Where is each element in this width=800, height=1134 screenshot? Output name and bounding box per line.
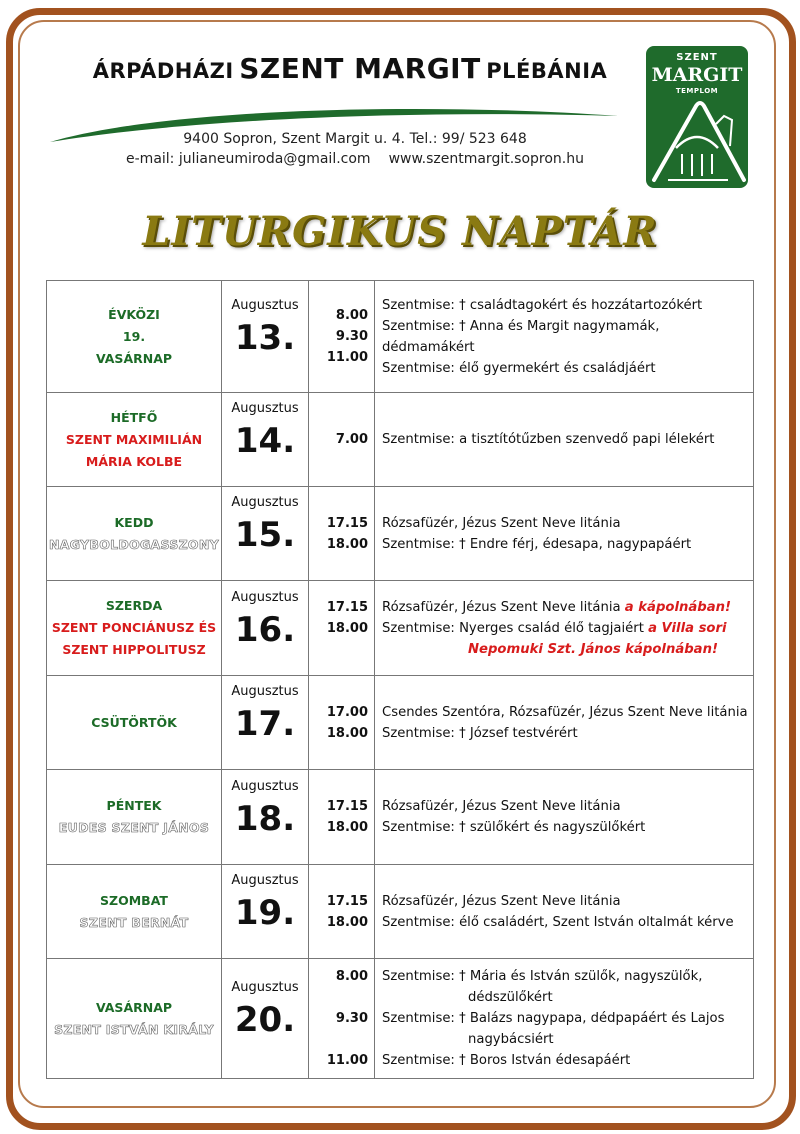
event-text: Szentmise: † családtagokért és hozzátartozókért — [382, 297, 703, 313]
day-cell — [47, 959, 222, 1079]
table-row — [47, 581, 754, 676]
page-heading: LITURGIKUS NAPTÁR — [142, 208, 658, 255]
event-text: Szentmise: † Endre férj, édesapa, nagypapáért — [382, 536, 692, 552]
event-text: Szentmise: élő gyermekért és családjáért — [382, 360, 656, 376]
date-cell — [222, 487, 309, 581]
event-text: Rózsafüzér, Jézus Szent Neve litánia — [382, 893, 621, 909]
saint-name: SZENT HIPPOLITUSZ — [62, 642, 206, 657]
parish-title — [70, 52, 630, 85]
events-cell — [375, 281, 754, 393]
liturgical-calendar-table — [46, 280, 754, 1079]
day-name: SZERDA — [105, 598, 163, 613]
day-cell — [47, 676, 222, 770]
time-label: 17.15 — [326, 599, 368, 615]
date-cell — [222, 770, 309, 865]
month-label: Augusztus — [231, 778, 299, 794]
saint-name: SZENT PONCIÁNUSZ ÉS — [51, 620, 217, 635]
time-label: 9.30 — [335, 329, 368, 344]
saint-name: SZENT MAXIMILIÁN — [65, 431, 203, 447]
table-row — [47, 676, 754, 770]
time-label: 7.00 — [335, 432, 368, 447]
saint-name: SZENT ISTVÁN KIRÁLY — [54, 1021, 214, 1037]
month-label: Augusztus — [231, 401, 299, 416]
date-number: 16. — [234, 609, 296, 650]
date-number: 13. — [234, 318, 296, 358]
event-location: a Villa sori — [648, 620, 727, 636]
date-number: 14. — [234, 421, 296, 461]
time-label: 8.00 — [335, 969, 368, 984]
day-cell — [47, 770, 222, 865]
day-name: ÉVKÖZI — [108, 306, 160, 322]
date-cell — [222, 393, 309, 487]
time-label: 18.00 — [326, 725, 368, 741]
table-row — [47, 865, 754, 959]
time-label: 17.15 — [326, 799, 368, 814]
day-cell — [47, 865, 222, 959]
date-number: 18. — [234, 798, 296, 839]
saint-name: MÁRIA KOLBE — [85, 453, 183, 469]
time-label: 8.00 — [335, 308, 368, 323]
event-text: Rózsafüzér, Jézus Szent Neve litánia — [382, 799, 621, 814]
month-label: Augusztus — [231, 873, 299, 888]
events-cell — [375, 581, 754, 676]
event-text: nagybácsiért — [468, 1032, 554, 1047]
day-name: VASÁRNAP — [95, 999, 173, 1015]
date-cell — [222, 281, 309, 393]
saint-name: EUDES SZENT JÁNOS — [58, 820, 210, 835]
time-label: 18.00 — [326, 820, 368, 835]
events-cell — [375, 865, 754, 959]
title-part1: ÁRPÁDHÁZI — [92, 59, 234, 83]
event-text: Rózsafüzér, Jézus Szent Neve litánia — [382, 599, 625, 615]
day-cell — [47, 487, 222, 581]
event-text: Szentmise: Nyerges család élő tagjaiért — [382, 620, 649, 636]
event-text: Szentmise: † szülőkért és nagyszülőkért — [382, 820, 646, 835]
website-text: www.szentmargit.sopron.hu — [388, 151, 584, 167]
event-text: Szentmise: † Anna és Margit nagymamák, dédmamákért — [382, 318, 660, 355]
times-cell — [309, 487, 375, 581]
day-name: KEDD — [114, 514, 154, 530]
time-label: 11.00 — [326, 1053, 368, 1068]
events-cell — [375, 393, 754, 487]
day-cell — [47, 281, 222, 393]
title-part3: PLÉBÁNIA — [486, 59, 608, 83]
date-number: 19. — [234, 893, 296, 933]
event-text: dédszülőkért — [468, 990, 553, 1005]
table-row — [47, 959, 754, 1079]
times-cell — [309, 581, 375, 676]
day-sub: 19. — [122, 328, 146, 344]
logo-line2: MARGIT — [651, 64, 743, 86]
day-cell — [47, 393, 222, 487]
times-cell — [309, 770, 375, 865]
times-cell — [309, 959, 375, 1079]
event-text: Szentmise: élő családért, Szent István oltalmát kérve — [382, 914, 734, 930]
address-line: 9400 Sopron, Szent Margit u. 4. Tel.: 99/ 523 648 — [183, 131, 527, 147]
month-label: Augusztus — [231, 298, 299, 313]
saint-name: SZENT BERNÁT — [79, 914, 189, 930]
time-label: 17.15 — [326, 893, 368, 909]
table-row — [47, 770, 754, 865]
table-row — [47, 281, 754, 393]
time-label: 9.30 — [335, 1011, 368, 1026]
date-number: 15. — [234, 515, 296, 555]
date-number: 20. — [234, 1000, 296, 1040]
contact-line — [60, 151, 650, 167]
event-location: Nepomuki Szt. János kápolnában! — [468, 641, 718, 657]
month-label: Augusztus — [231, 684, 299, 699]
feast-name: NAGYBOLDOGASSZONY — [49, 536, 219, 552]
times-cell — [309, 393, 375, 487]
event-text: Szentmise: † Balázs nagypapa, dédpapáért és Lajos — [382, 1011, 725, 1026]
time-label: 17.00 — [326, 704, 368, 720]
event-location: a kápolnában! — [624, 599, 732, 615]
date-cell — [222, 581, 309, 676]
church-icon — [646, 96, 748, 188]
event-text: Szentmise: † Boros István édesapáért — [382, 1053, 631, 1068]
time-label: 11.00 — [326, 350, 368, 365]
table-row — [47, 487, 754, 581]
event-text: Szentmise: † József testvérért — [382, 725, 578, 741]
month-label: Augusztus — [231, 495, 299, 510]
date-cell — [222, 676, 309, 770]
event-text: Csendes Szentóra, Rózsafüzér, Jézus Szent Neve litánia — [382, 704, 748, 720]
date-cell — [222, 865, 309, 959]
event-text: Szentmise: † Mária és István szülők, nagyszülők, — [382, 969, 703, 984]
day-name: PÉNTEK — [106, 798, 162, 813]
event-text: Szentmise: a tisztítótűzben szenvedő papi lélekért — [382, 432, 715, 447]
logo-line3: TEMPLOM — [675, 87, 719, 95]
events-cell — [375, 676, 754, 770]
month-label: Augusztus — [231, 980, 299, 995]
day-name: SZOMBAT — [100, 892, 168, 908]
church-logo — [646, 46, 748, 188]
day-name: CSÜTÖRTÖK — [91, 714, 177, 730]
time-label: 18.00 — [326, 620, 368, 636]
day-cell — [47, 581, 222, 676]
times-cell — [309, 865, 375, 959]
events-cell — [375, 959, 754, 1079]
events-cell — [375, 487, 754, 581]
email-text: e-mail: julianeumiroda@gmail.com — [126, 151, 371, 167]
day-name: HÉTFŐ — [110, 409, 158, 425]
event-text: Rózsafüzér, Jézus Szent Neve litánia — [382, 515, 621, 531]
day-sub: VASÁRNAP — [95, 350, 173, 366]
events-cell — [375, 770, 754, 865]
time-label: 17.15 — [326, 515, 368, 531]
date-number: 17. — [234, 704, 296, 744]
table-row — [47, 393, 754, 487]
title-part2: SZENT MARGIT — [239, 52, 481, 85]
logo-line1: SZENT — [676, 52, 718, 63]
time-label: 18.00 — [326, 536, 368, 552]
month-label: Augusztus — [231, 589, 299, 605]
time-label: 18.00 — [326, 914, 368, 930]
times-cell — [309, 676, 375, 770]
date-cell — [222, 959, 309, 1079]
times-cell — [309, 281, 375, 393]
